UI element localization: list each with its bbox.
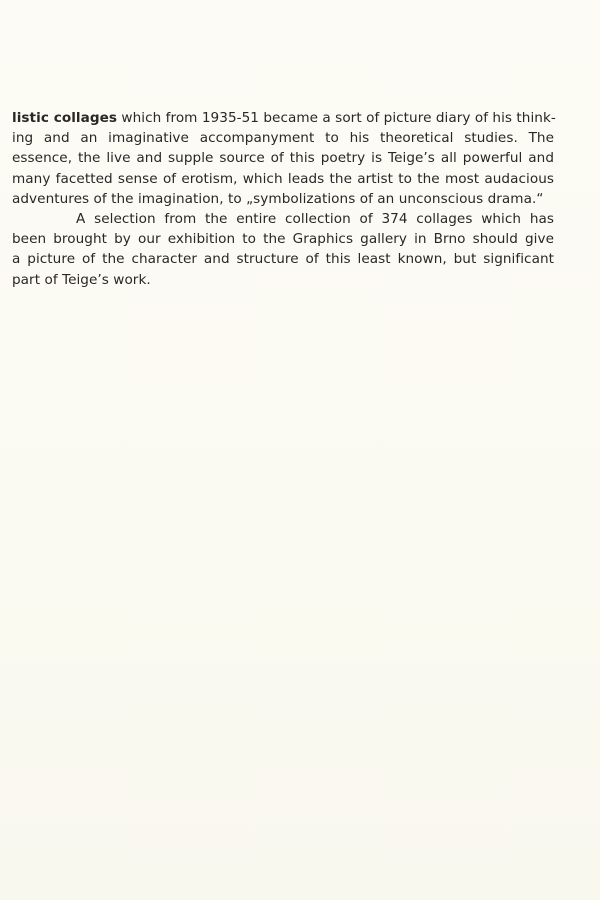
text-line: many facetted sense of erotism, which leads the artist to the most audacious xyxy=(12,170,554,187)
text-line: part of Teige’s work. xyxy=(12,271,151,288)
paragraph-2 xyxy=(12,209,554,290)
paragraph-1 xyxy=(12,108,554,209)
text-line xyxy=(12,108,554,128)
text-line: ing and an imaginative accompanyment to his theoretical studies. The xyxy=(12,130,554,147)
text-line: A selection from the entire collection of 374 collages which has xyxy=(76,210,554,227)
text-line: been brought by our exhibition to the Graphics gallery in Brno should give xyxy=(12,231,554,248)
bold-lead-phrase: listic collages xyxy=(12,110,118,126)
text-line: a picture of the character and structure of this least known, but significant xyxy=(12,251,554,268)
text-line: essence, the live and supple source of this poetry is Teige’s all powerful and xyxy=(12,150,554,167)
body-text xyxy=(12,108,554,290)
text-line: adventures of the imagination, to „symbolizations of an unconscious drama.“ xyxy=(12,190,544,207)
text-line-rest: which from 1935-51 became a sort of picture diary of his think- xyxy=(117,110,556,126)
